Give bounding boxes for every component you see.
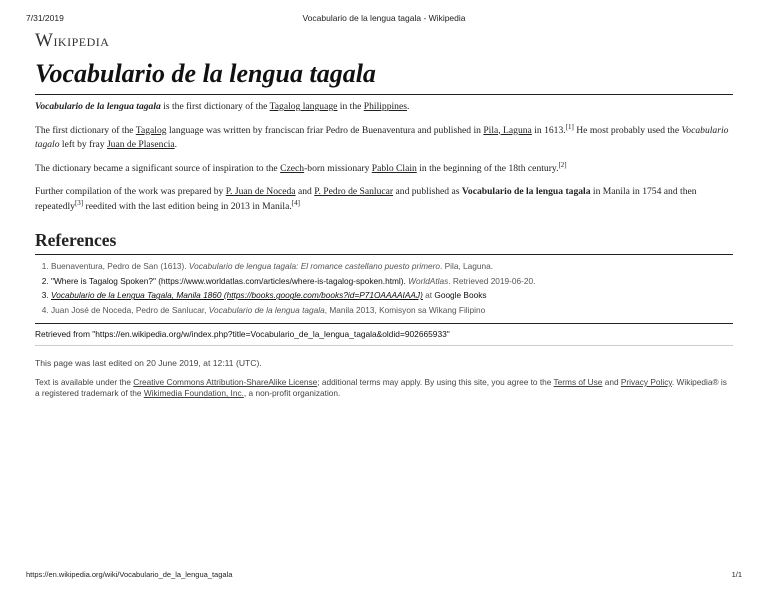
references-heading: References xyxy=(35,230,733,255)
print-url: https://en.wikipedia.org/wiki/Vocabulario_de_la_lengua_tagala xyxy=(26,570,233,579)
paragraph-inspiration: The dictionary became a significant source of inspiration to the Czech-born missionary Pablo Clain in the beginning of the 18th century.[2] xyxy=(35,160,567,174)
citation-3[interactable]: [3] xyxy=(74,198,84,207)
paragraph-intro: Vocabulario de la lengua tagala is the first dictionary of the Tagalog language in the Philippines. xyxy=(35,101,410,112)
link-google-books-edition[interactable]: Vocabulario de la Lengua Tagala, Manila 1860 (https://books.google.com/books?id=P71OAAAAIAAJ) xyxy=(51,290,423,301)
reference-item-2: 2. "Where is Tagalog Spoken?" (https://www.worldatlas.com/articles/where-is-tagalog-spoken.html). WorldAtlas. Retrieved 2019-06-20. xyxy=(51,276,733,287)
citation-1[interactable]: [1] xyxy=(565,122,574,131)
link-privacy-policy[interactable]: Privacy Policy xyxy=(620,376,672,387)
print-footer xyxy=(26,570,742,579)
link-tagalog[interactable]: Tagalog xyxy=(135,124,167,136)
link-philippines[interactable]: Philippines xyxy=(363,101,407,112)
link-pedro-de-sanlucar[interactable]: P. Pedro de Sanlucar xyxy=(314,186,394,197)
print-title: Vocabulario de la lengua tagala - Wikipedia xyxy=(302,13,466,23)
link-tagalog-language[interactable]: Tagalog language xyxy=(269,101,338,112)
link-czech[interactable]: Czech xyxy=(280,162,305,174)
link-cc-license[interactable]: Creative Commons Attribution-ShareAlike License xyxy=(133,376,318,387)
print-header xyxy=(26,13,742,23)
link-juan-de-noceda[interactable]: P. Juan de Noceda xyxy=(225,186,296,197)
license-notice: Text is available under the Creative Commons Attribution-ShareAlike License; additional terms may apply. By using this site, you agree to the Terms of Use and Privacy Policy. Wikipedia® is a registered trademark of the Wikimedia Foundation, Inc., a non-profit organization. xyxy=(35,376,727,398)
retrieved-from: Retrieved from "https://en.wikipedia.org/w/index.php?title=Vocabulario_de_la_lengua_tagala&oldid=902665933" xyxy=(35,323,733,346)
link-juan-de-plasencia[interactable]: Juan de Plasencia xyxy=(106,139,175,150)
link-pablo-clain[interactable]: Pablo Clain xyxy=(371,162,417,174)
reference-list xyxy=(35,261,733,316)
link-pila-laguna[interactable]: Pila, Laguna xyxy=(483,124,532,136)
print-date: 7/31/2019 xyxy=(26,13,64,23)
link-google-books[interactable]: Google Books xyxy=(434,290,487,301)
paragraph-history: The first dictionary of the Tagalog language was written by franciscan friar Pedro de Buenaventura and published in Pila, Laguna in 1613.[1] He most probably used the Vocabulario tagalo left by fray Juan de Plasencia. xyxy=(35,122,729,150)
paragraph-compilation: Further compilation of the work was prepared by P. Juan de Noceda and P. Pedro de Sanlucar and published as Vocabulario de la lengua tagala in Manila in 1754 and then repeatedly[3] reedited with the last edition being in 2013 in Manila.[4] xyxy=(35,186,697,212)
link-terms-of-use[interactable]: Terms of Use xyxy=(553,376,603,387)
reference-item-3: 3. Vocabulario de la Lengua Tagala, Manila 1860 (https://books.google.com/books?id=P71OAAAAIAAJ) at Google Books xyxy=(51,290,733,301)
wikipedia-logo[interactable]: Wikipedia xyxy=(35,30,110,51)
link-wikimedia-foundation[interactable]: Wikimedia Foundation, Inc. xyxy=(143,387,244,398)
link-worldatlas[interactable]: "Where is Tagalog Spoken?" (https://www.worldatlas.com/articles/where-is-tagalog-spoken.html) xyxy=(51,275,404,286)
citation-4[interactable]: [4] xyxy=(291,198,300,207)
last-edited: This page was last edited on 20 June 2019, at 12:11 (UTC). xyxy=(35,357,262,368)
reference-item-4: 4. Juan José de Noceda, Pedro de Sanlucar, Vocabulario de la lengua tagala, Manila 2013, Komisyon sa Wikang Filipino xyxy=(51,305,733,316)
citation-2[interactable]: [2] xyxy=(558,160,567,169)
print-page-number: 1/1 xyxy=(731,570,742,579)
page-title: Vocabulario de la lengua tagala xyxy=(35,59,733,95)
reference-item-1: 1. Buenaventura, Pedro de San (1613). Vocabulario de lengua tagala: El romance castellano puesto primero. Pila, Laguna. xyxy=(51,261,733,272)
article-page xyxy=(35,30,733,399)
